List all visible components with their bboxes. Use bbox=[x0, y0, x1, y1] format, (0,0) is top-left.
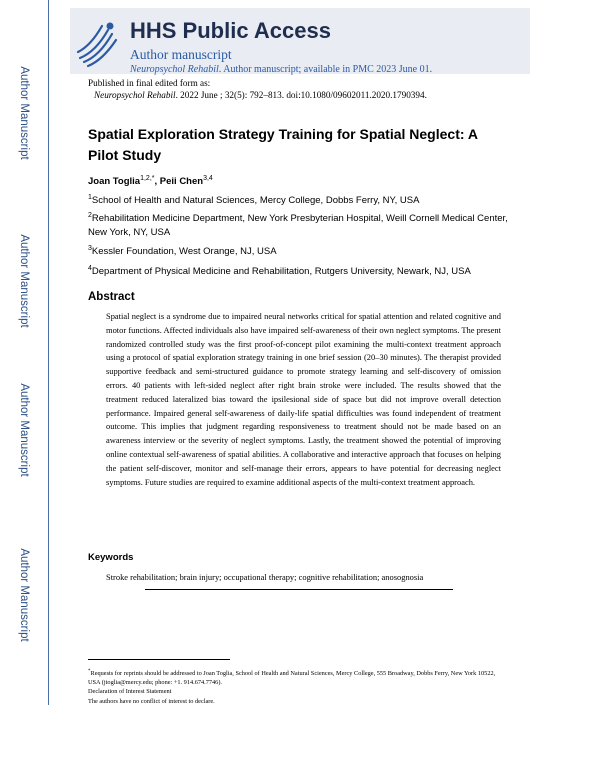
author-affiliation-marks: 3,4 bbox=[203, 175, 213, 182]
correspondence-footnote: *Requests for reprints should be addressed to Joan Toglia, School of Health and Natural Sciences, Mercy College, 555 Broadway, Dobbs Ferry, New York 10522, USA (jtoglia@mercy.edu; phone: +1. 914.674.7746). bbox=[88, 669, 496, 687]
article-title: Spatial Exploration Strategy Training for Spatial Neglect: A Pilot Study bbox=[88, 126, 478, 163]
keywords-list: Stroke rehabilitation; brain injury; occupational therapy; cognitive rehabilitation; anosognosia bbox=[106, 572, 424, 582]
footnote-divider bbox=[88, 659, 230, 660]
section-divider bbox=[145, 589, 453, 590]
keywords-heading: Keywords bbox=[88, 552, 134, 563]
published-label: Published in final edited form as: bbox=[88, 78, 211, 88]
header-subtitle: Author manuscript bbox=[130, 47, 232, 62]
author-name: Joan Toglia bbox=[88, 176, 141, 188]
author-name: Peii Chen bbox=[159, 176, 204, 188]
hhs-header bbox=[70, 8, 530, 74]
author-affiliation-marks: 1,2,* bbox=[140, 175, 155, 182]
affiliation-item: $^1$School of Health and Natural Sciences, Mercy College, Dobbs Ferry, NY, USA bbox=[88, 194, 420, 207]
abstract-heading: Abstract bbox=[88, 291, 135, 303]
header-journal-name: Neuropsychol Rehabil bbox=[130, 64, 219, 75]
affiliation-item: $^4$Department of Physical Medicine and Rehabilitation, Rutgers University, Newark, NJ, USA bbox=[88, 265, 471, 278]
publication-citation bbox=[94, 90, 427, 100]
citation-journal: Neuropsychol Rehabil bbox=[94, 90, 176, 100]
affiliation-item: $^3$Kessler Foundation, West Orange, NJ, USA bbox=[88, 245, 277, 258]
header-title: HHS Public Access bbox=[130, 18, 331, 43]
citation-details: . 2022 June ; 32(5): 792–813. doi:10.1080/09602011.2020.1790394. bbox=[175, 90, 427, 100]
header-journal-line bbox=[130, 64, 432, 75]
author-manuscript-sidebar: Author Manuscript Author Manuscript Author Manuscript Author Manuscript bbox=[0, 0, 49, 705]
declaration-text: The authors have no conflict of interest to declare. bbox=[88, 698, 215, 705]
declaration-heading: Declaration of Interest Statement bbox=[88, 688, 172, 695]
abstract-body: Spatial neglect is a syndrome due to impaired neural networks critical for spatial attention and related cognitive and motor functions. Affected individuals also have impaired self-awareness of their own neglect symptoms. The present randomized controlled study was the first proof-of-concept pilot examining the multi-context treatment approach using a protocol of spatial exploration strategy training in one brief session (20–30 minutes). The therapist provided supportive feedback and semi-structured guidance to promote strategy learning and self-discovery of omission errors. 40 patients with left-sided neglect after right brain stroke were included. The results showed that the treatment reduced lateralized bias toward the ipsilesional side of space but did not improve overall detection performance. Impaired general self-awareness of daily-life spatial difficulties was found independent of treatment outcome. This implies that judgment regarding responsiveness to treatment should not be made based on an awareness interview or the severity of neglect symptoms. Lastly, the treatment showed the potential of improving online contextual self-awareness of spatial abilities. A collaborative and interactive approach that focuses on helping the patient self-discover, monitor and self-manage their errors, appears to have potential for decreasing neglect symptoms. Future studies are required to examine additional aspects of the multi-context treatment approach. bbox=[106, 311, 501, 487]
author-separator: , bbox=[154, 176, 158, 188]
hhs-eagle-icon bbox=[74, 14, 124, 70]
author-list bbox=[88, 175, 213, 187]
header-journal-status: . Author manuscript; available in PMC 2023 June 01. bbox=[218, 64, 433, 75]
affiliation-item: $^2$Rehabilitation Medicine Department, New York Presbyterian Hospital, Weill Cornell Medical Center, New York, NY, USA bbox=[88, 212, 508, 239]
